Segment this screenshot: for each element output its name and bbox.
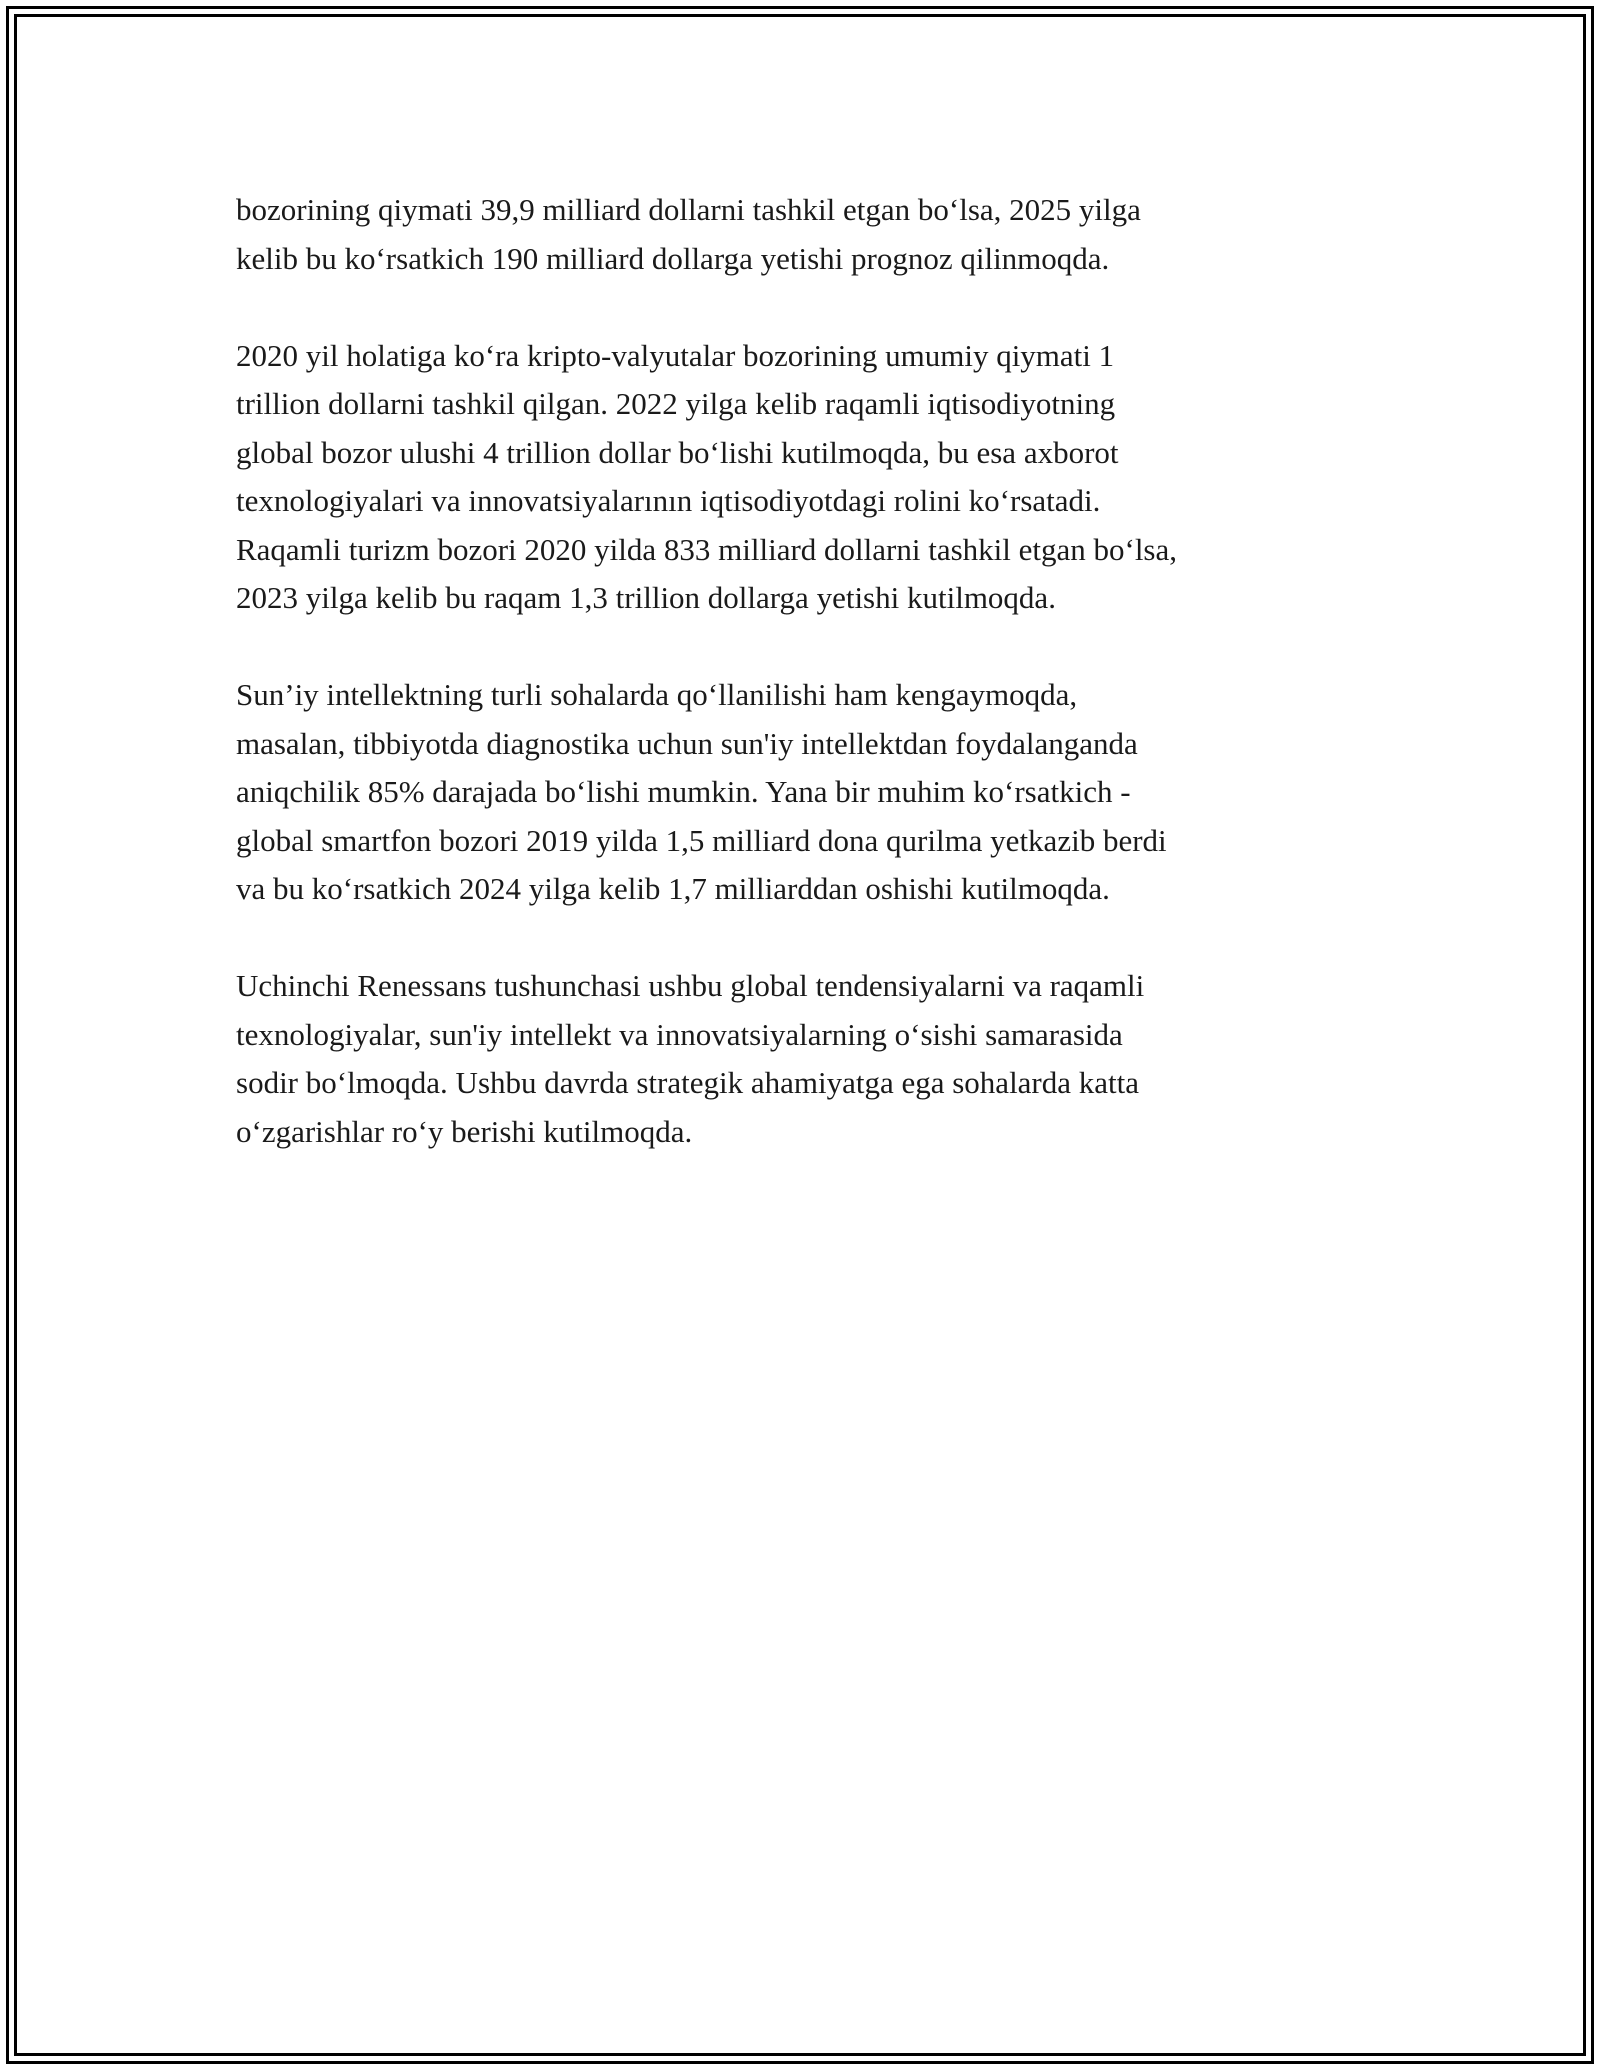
text-line: masalan, tibbiyotda diagnostika uchun sun'iy intellektdan foydalanganda [236, 725, 1138, 761]
text-line: kelib bu koʻrsatkich 190 milliard dollarga yetishi prognoz qilinmoqda. [236, 240, 1110, 276]
text-line: global bozor ulushi 4 trillion dollar boʻlishi kutilmoqda, bu esa axborot [236, 434, 1119, 470]
text-line: aniqchilik 85% darajada boʻlishi mumkin. Yana bir muhim koʻrsatkich - [236, 774, 1131, 809]
text-line: 2023 yilga kelib bu raqam 1,3 trillion dollarga yetishi kutilmoqda. [236, 580, 1056, 615]
text-line: Sun’iy intellektning turli sohalarda qoʻllanilishi ham kengaymoqda, [236, 677, 1078, 712]
paragraph-1 [236, 186, 1366, 283]
text-line: Raqamli turizm bozori 2020 yilda 833 milliard dollarni tashkil etgan boʻlsa, [236, 531, 1178, 567]
text-line: bozorining qiymati 39,9 milliard dollarni tashkil etgan boʻlsa, 2025 yilga [236, 192, 1141, 227]
text-line: global smartfon bozori 2019 yilda 1,5 milliard dona qurilma yetkazib berdi [236, 822, 1167, 858]
text-line: Uchinchi Renessans tushunchasi ushbu global tendensiyalarni va raqamli [236, 968, 1145, 1003]
text-line: oʻzgarishlar roʻy berishi kutilmoqda. [236, 1113, 693, 1149]
paragraph-2 [236, 332, 1366, 623]
paragraph-3 [236, 671, 1366, 914]
document-body [236, 186, 1366, 1205]
text-line: sodir boʻlmoqda. Ushbu davrda strategik ahamiyatga ega sohalarda katta [236, 1065, 1140, 1100]
text-line: trillion dollarni tashkil qilgan. 2022 yilga kelib raqamli iqtisodiyotning [236, 386, 1116, 421]
text-line: 2020 yil holatiga koʻra kripto-valyutalar bozorining umumiy qiymati 1 [236, 337, 1115, 373]
text-line: va bu koʻrsatkich 2024 yilga kelib 1,7 milliarddan oshishi kutilmoqda. [236, 871, 1110, 906]
text-line: texnologiyalari va innovatsiyalarının iqtisodiyotdagi rolini koʻrsatadi. [236, 483, 1101, 518]
paragraph-4 [236, 962, 1366, 1156]
text-line: texnologiyalar, sun'iy intellekt va innovatsiyalarning oʻsishi samarasida [236, 1016, 1123, 1052]
